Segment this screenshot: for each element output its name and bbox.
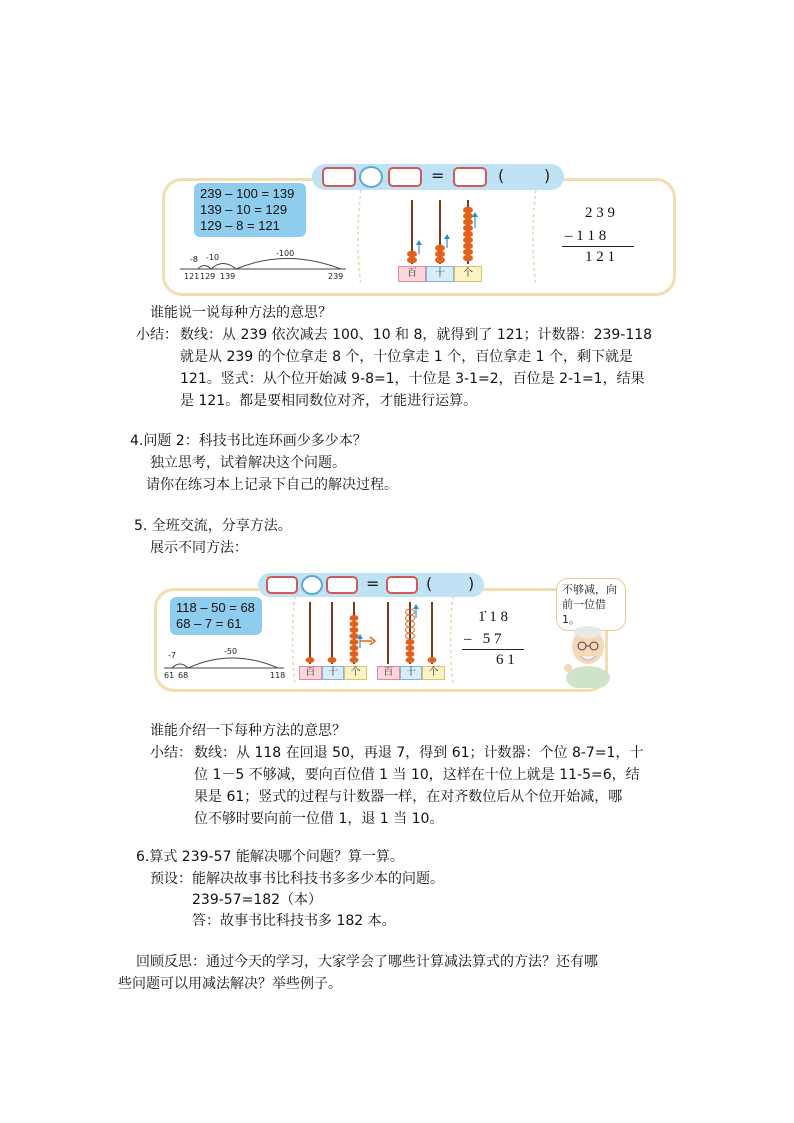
abacus-2b (376, 600, 448, 666)
place-tens: 十 (400, 666, 423, 680)
operator-circle (359, 166, 383, 188)
vertical-calc-1-top: 2 3 9 (585, 205, 615, 221)
item-4-line: 请你在练习本上记录下自己的解决过程。 (146, 477, 398, 493)
nl-label: 68 (178, 671, 189, 680)
place-ones: 个 (454, 266, 482, 282)
abacus-1-base (398, 266, 482, 282)
calculation-box-2 (170, 597, 262, 635)
item-5-title: 5. 全班交流，分享方法。 (134, 518, 292, 534)
paren-open: ( (498, 166, 505, 185)
calc-line: 68 – 7 = 61 (176, 616, 242, 631)
question-1: 谁能说一说每种方法的意思？ (150, 305, 332, 321)
blank-box (266, 576, 298, 594)
calc-line: 129 – 8 = 121 (200, 218, 280, 233)
abacus-1 (395, 194, 487, 266)
number-line-2 (160, 640, 290, 682)
summary-2-line: 位 1－5 不够减，要向百位借 1 当 10，这样在十位上就是 11-5=6，结 (194, 767, 640, 783)
summary-2-prefix: 小结： (150, 745, 192, 761)
equation-bar-1 (312, 164, 564, 190)
summary-1-line: 数线：从 239 依次减去 100、10 和 8，就得到了 121；计数器：239-118 (180, 327, 653, 343)
summary-2-line: 位不够时要向前一位借 1，退 1 当 10。 (194, 811, 444, 827)
paren-close: ) (468, 574, 475, 593)
dashed-divider (448, 596, 458, 684)
nl-label: -100 (276, 249, 295, 258)
blank-box (386, 576, 418, 594)
calculation-box-1 (194, 183, 306, 237)
equals-sign: = (366, 574, 380, 593)
equation-bar-2 (258, 573, 484, 597)
blank-box (388, 167, 422, 187)
place-tens: 十 (426, 266, 454, 282)
item-6-title: 6.算式 239-57 能解决哪个问题？算一算。 (136, 849, 404, 865)
review-line: 些问题可以用减法解决？举些例子。 (118, 976, 342, 992)
calc-line: 139 – 10 = 129 (200, 202, 288, 217)
calc-line: 239 – 100 = 139 (200, 186, 295, 201)
nl-label: 239 (328, 272, 344, 281)
nl-label: 129 (200, 272, 216, 281)
number-line-1 (176, 244, 356, 286)
vertical-calc-1-result: 1 2 1 (585, 249, 615, 265)
paren-open: ( (426, 574, 433, 593)
place-hundreds: 百 (398, 266, 426, 282)
paren-close: ) (544, 166, 551, 185)
nl-label: -8 (190, 255, 198, 264)
item-4-title: 4.问题 2：科技书比连环画少多少本？ (130, 433, 367, 449)
vertical-calc-2-result: 6 1 (496, 652, 515, 668)
place-tens: 十 (322, 666, 345, 680)
equals-sign: = (431, 166, 445, 185)
place-ones: 个 (344, 666, 367, 680)
item-6-line: 239-57=182（本） (192, 892, 323, 908)
item-6-line: 答：故事书比科技书多 182 本。 (192, 913, 396, 929)
nl-label: -50 (224, 647, 238, 656)
question-2: 谁能介绍一下每种方法的意思？ (150, 723, 346, 739)
item-5-line: 展示不同方法： (150, 540, 248, 556)
dashed-divider (530, 190, 542, 286)
blank-box (326, 576, 358, 594)
place-ones: 个 (422, 666, 445, 680)
item-6-line: 预设：能解决故事书比科技书多多少本的问题。 (150, 871, 444, 887)
abacus-2a-base (299, 666, 367, 680)
dashed-divider (355, 190, 367, 286)
vertical-calc-2-middle: – 5 7 (464, 631, 502, 647)
place-hundreds: 百 (377, 666, 400, 680)
nl-label: 121 (184, 272, 200, 281)
bubble-line: 不够减，向 (562, 583, 617, 596)
nl-label: 139 (220, 272, 236, 281)
vertical-calc-1-middle: – 1 1 8 (565, 228, 607, 244)
nl-label: 61 (164, 671, 175, 680)
review-line: 回顾反思：通过今天的学习，大家学会了哪些计算减法算式的方法？还有哪 (136, 954, 598, 970)
summary-1-line: 是 121。都是要相同数位对齐，才能进行运算。 (180, 393, 478, 409)
teacher-illustration (560, 618, 616, 688)
item-4-line: 独立思考，试着解决这个问题。 (150, 455, 346, 471)
summary-2-line: 数线：从 118 在回退 50，再退 7，得到 61；计数器：个位 8-7=1，十 (194, 745, 644, 761)
bubble-line: 前一位借 1。 (562, 598, 606, 626)
nl-label: -10 (206, 253, 220, 262)
summary-1-line: 121。竖式：从个位开始减 9-8=1，十位是 3-1=2，百位是 2-1=1，结果 (180, 371, 645, 387)
summary-1-line: 就是从 239 的个位拿走 8 个，十位拿走 1 个，百位拿走 1 个，剩下就是 (180, 349, 634, 365)
place-hundreds: 百 (299, 666, 322, 680)
nl-label: -7 (168, 651, 176, 660)
summary-1-prefix: 小结： (136, 327, 178, 343)
vertical-calc-2-top: 1̇ 1 8 (478, 609, 508, 625)
blank-box (453, 167, 487, 187)
calc-line: 118 – 50 = 68 (176, 600, 255, 615)
operator-circle (301, 575, 323, 595)
blank-box (322, 167, 356, 187)
nl-label: 118 (270, 671, 286, 680)
abacus-2a (298, 600, 370, 666)
summary-2-line: 果是 61；竖式的过程与计数器一样，在对齐数位后从个位开始减，哪 (194, 789, 623, 805)
arrow-right-icon (360, 636, 376, 646)
abacus-2b-base (377, 666, 445, 680)
